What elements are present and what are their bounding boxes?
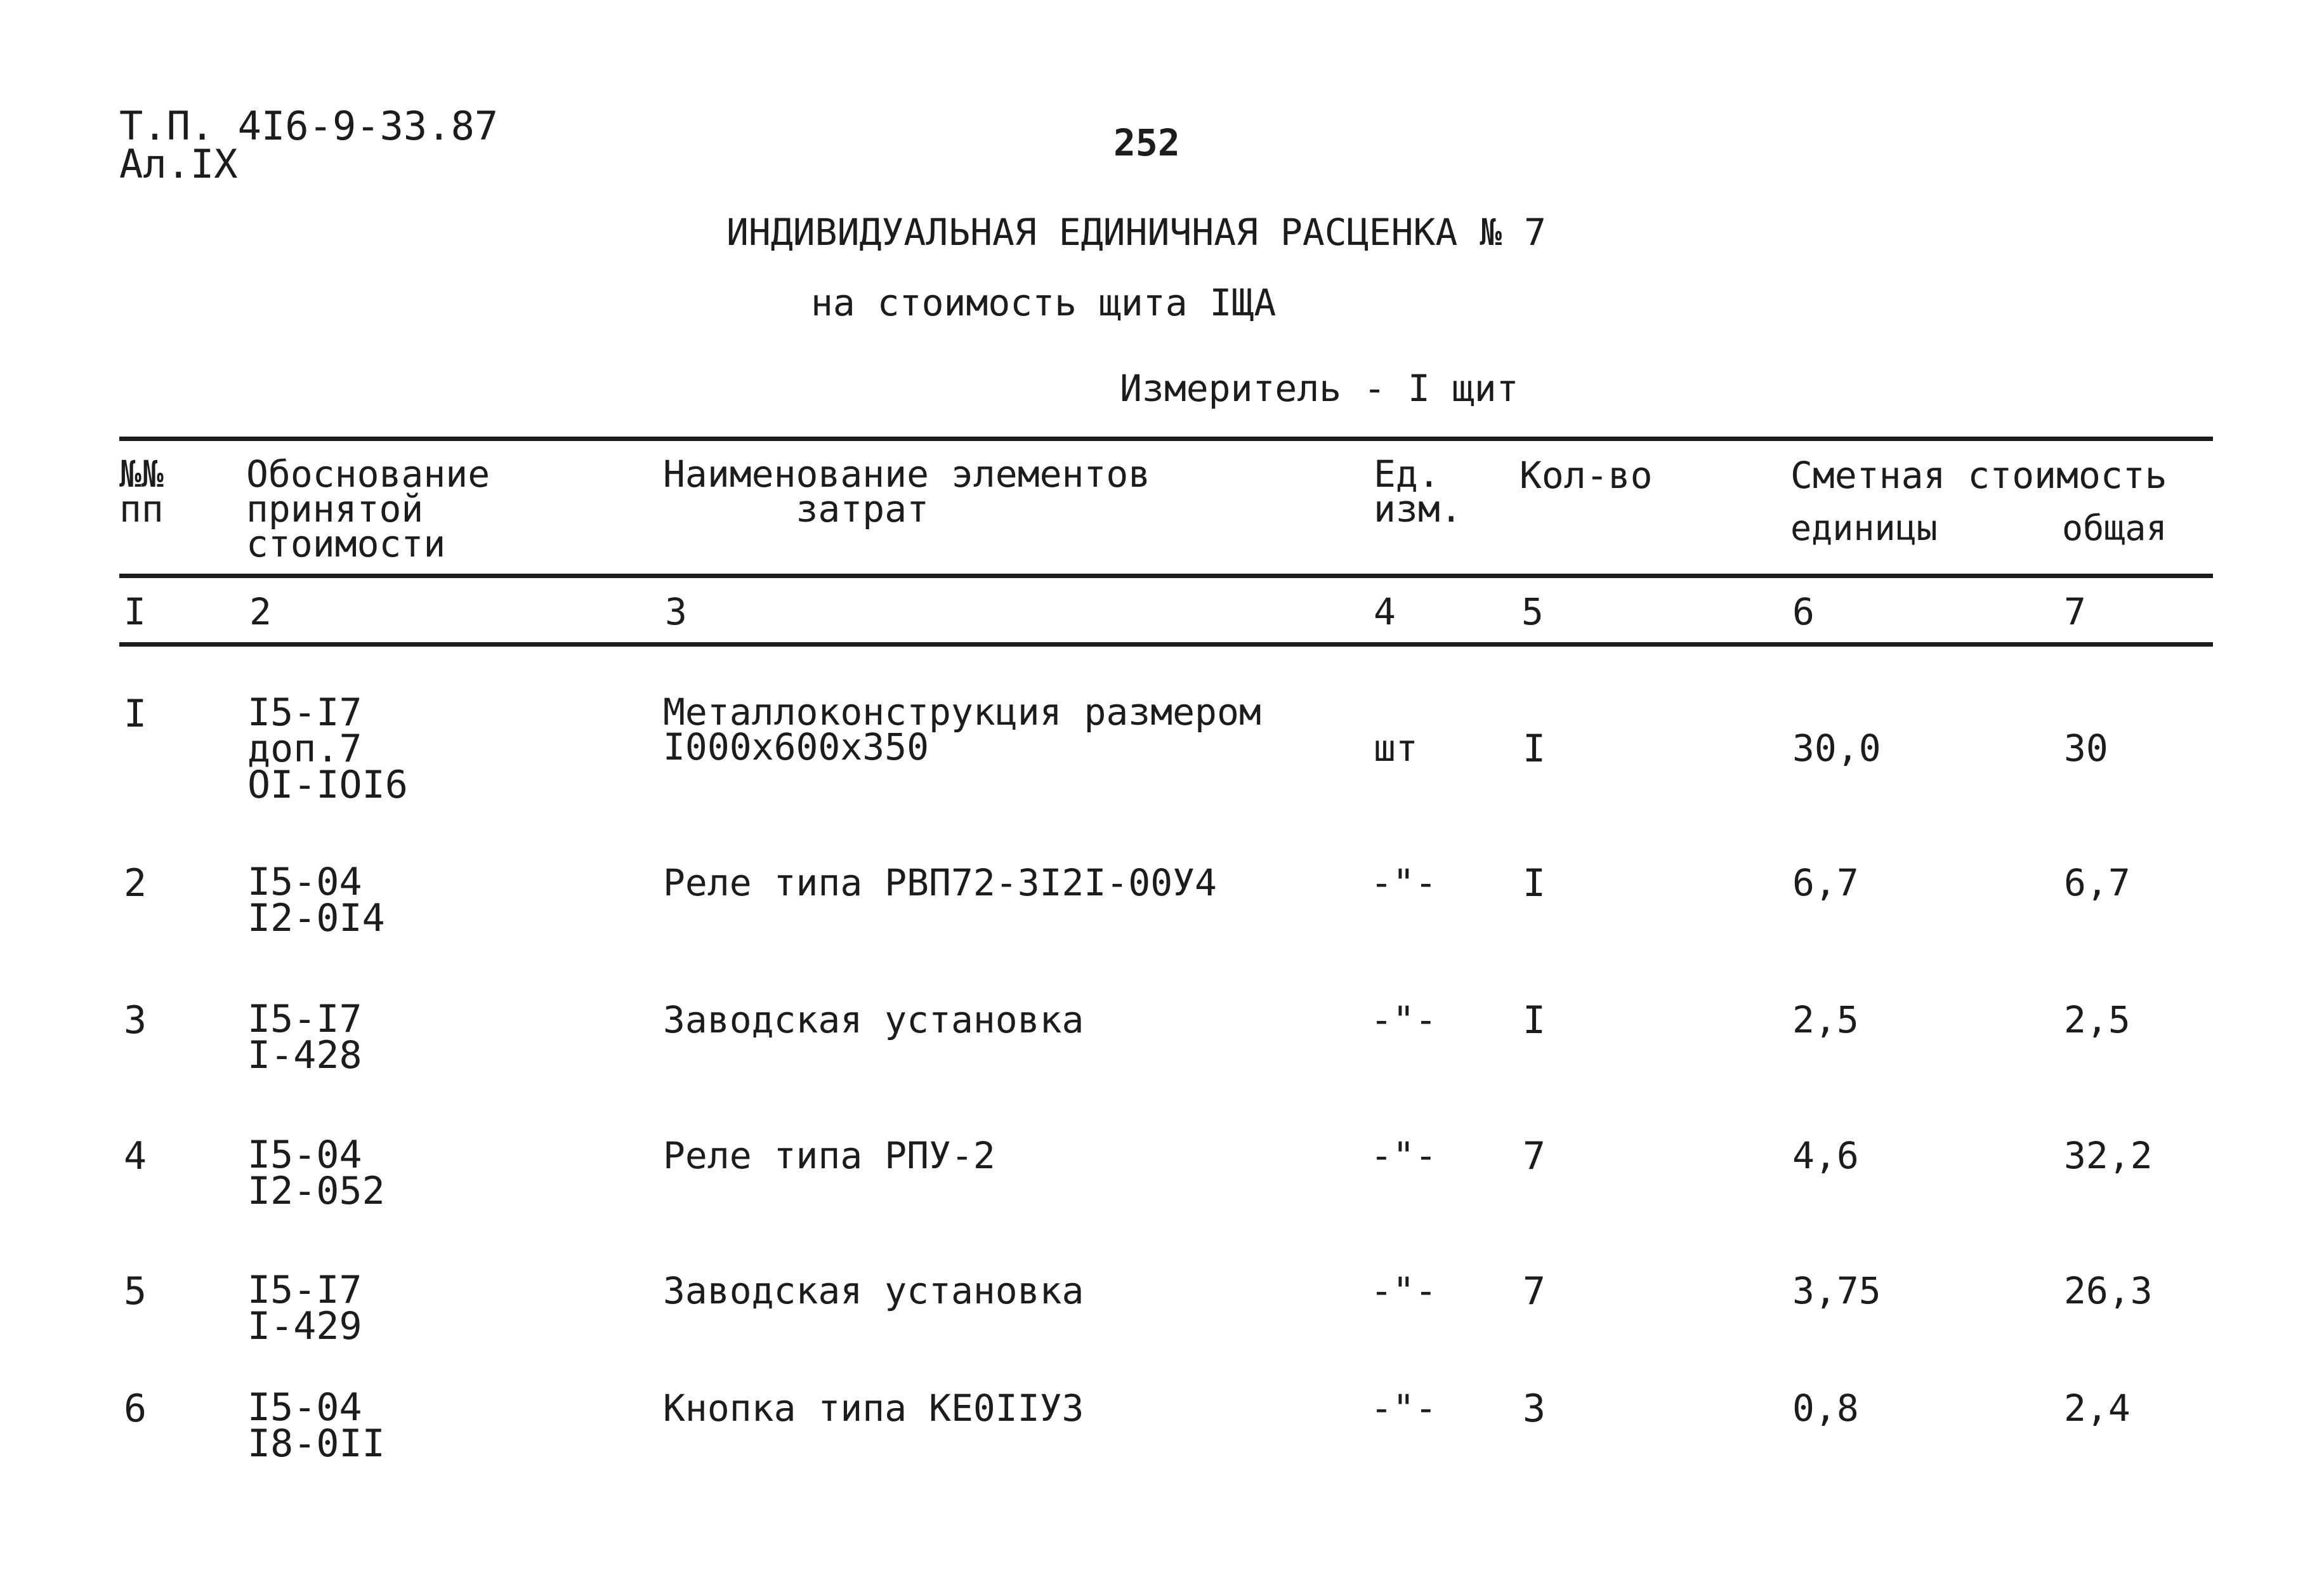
header-col-basis: Обоснование принятой стоимости (246, 452, 490, 566)
row-name: Заводская установка (663, 998, 1084, 1041)
row-unit: шт (1374, 727, 1418, 770)
row-unit: -"- (1370, 1134, 1437, 1177)
row-basis: I5-I7 I-428 (247, 997, 362, 1077)
header-col-total: общая (2062, 508, 2167, 548)
colnum-bottom-rule (119, 642, 2213, 647)
row-basis: I5-I7 I-429 (247, 1268, 362, 1348)
measure-unit: Измеритель - I щит (1120, 367, 1519, 410)
row-unit-cost: 2,5 (1792, 998, 1859, 1041)
row-total: 30 (2064, 727, 2108, 770)
document-subtitle: на стоимость щита IЩА (811, 281, 1277, 324)
row-unit: -"- (1370, 1269, 1437, 1312)
row-number: 3 (124, 998, 147, 1043)
row-total: 26,3 (2064, 1269, 2153, 1312)
row-unit: -"- (1370, 1387, 1437, 1430)
row-unit-cost: 30,0 (1792, 727, 1881, 770)
row-number: 4 (124, 1134, 147, 1178)
header-bottom-rule (119, 574, 2213, 578)
row-number: 2 (124, 861, 147, 906)
row-basis: I5-04 I2-052 (247, 1133, 385, 1213)
colnum-4: 4 (1374, 590, 1396, 633)
header-col-unit: Ед. изм. (1374, 452, 1462, 531)
header-cost-group: Сметная стоимость (1790, 454, 2167, 497)
header-col-unit-cost: единицы (1790, 508, 1938, 548)
row-number: 6 (124, 1387, 147, 1431)
header-col-name: Наименование элементов затрат (663, 452, 1151, 531)
colnum-5: 5 (1521, 590, 1544, 633)
row-name: Заводская установка (663, 1269, 1084, 1312)
row-total: 2,5 (2064, 998, 2130, 1041)
colnum-1: I (124, 590, 146, 633)
row-basis: I5-04 I2-0I4 (247, 860, 385, 940)
row-name: Реле типа РПУ-2 (663, 1134, 995, 1177)
colnum-3: 3 (665, 590, 687, 633)
row-qty: I (1523, 998, 1546, 1043)
row-name: Кнопка типа КЕ0IIУ3 (663, 1387, 1084, 1430)
album-number: Ал.IX (119, 141, 238, 187)
colnum-2: 2 (249, 590, 272, 633)
colnum-6: 6 (1792, 590, 1815, 633)
row-qty: 7 (1523, 1134, 1546, 1178)
row-name: Реле типа РВП72-3I2I-00У4 (663, 861, 1217, 904)
row-unit: -"- (1370, 861, 1437, 904)
row-basis: I5-I7 доп.7 OI-IOI6 (247, 690, 408, 807)
row-qty: 7 (1523, 1269, 1546, 1314)
row-unit: -"- (1370, 998, 1437, 1041)
header-col-qty: Кол-во (1520, 454, 1653, 497)
row-number: 5 (124, 1269, 147, 1314)
row-unit-cost: 0,8 (1792, 1387, 1859, 1430)
row-qty: I (1523, 727, 1546, 771)
row-number: I (124, 692, 147, 736)
row-qty: I (1523, 861, 1546, 906)
row-unit-cost: 6,7 (1792, 861, 1859, 904)
row-name: Металлоконструкция размером I000x600x350 (663, 690, 1261, 769)
document-code: Т.П. 4I6-9-33.87 (119, 103, 499, 149)
row-total: 6,7 (2064, 861, 2130, 904)
header-col-number: №№ пп (119, 452, 164, 531)
row-basis: I5-04 I8-0II (247, 1385, 385, 1466)
row-qty: 3 (1523, 1387, 1546, 1431)
row-total: 32,2 (2064, 1134, 2153, 1177)
row-total: 2,4 (2064, 1387, 2130, 1430)
page-number: 252 (1113, 121, 1180, 164)
document-title: ИНДИВИДУАЛЬНАЯ ЕДИНИЧНАЯ РАСЦЕНКА № 7 (726, 211, 1547, 254)
table-top-rule (119, 437, 2213, 441)
colnum-7: 7 (2064, 590, 2086, 633)
row-unit-cost: 3,75 (1792, 1269, 1881, 1312)
row-unit-cost: 4,6 (1792, 1134, 1859, 1177)
